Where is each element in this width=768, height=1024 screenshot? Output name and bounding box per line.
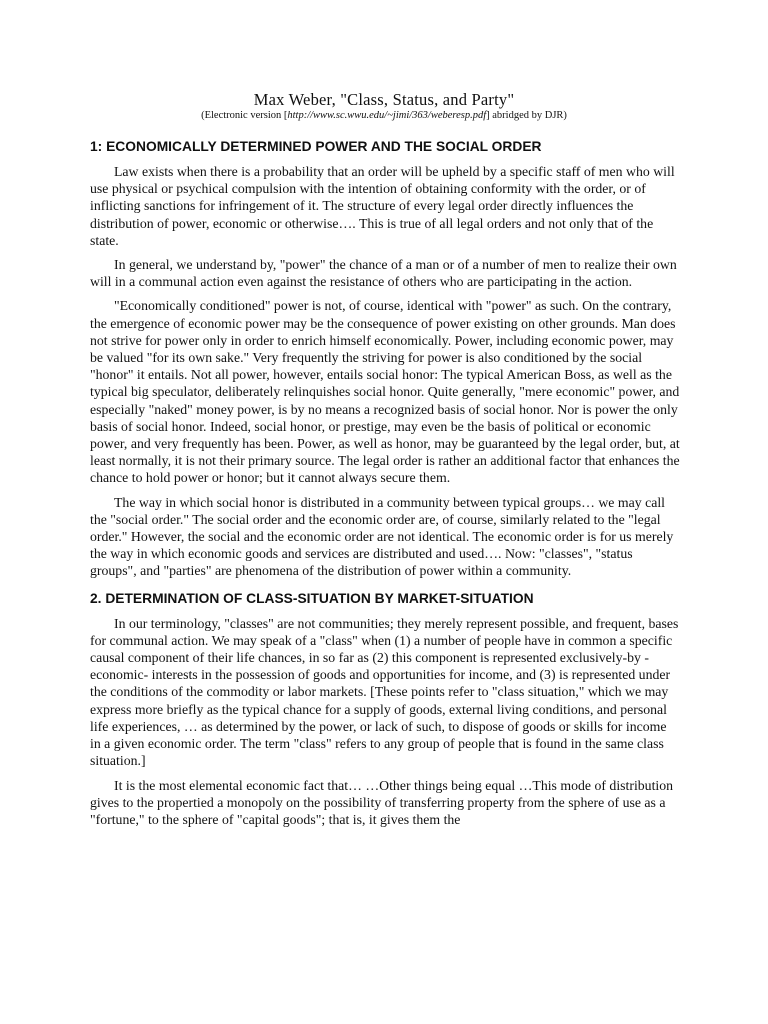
subtitle-suffix: ] abridged by DJR) — [486, 110, 567, 121]
subtitle-prefix: (Electronic version [ — [201, 110, 288, 121]
source-url-link[interactable]: http://www.sc.wwu.edu/~jimi/363/weberesp.pdf — [287, 110, 487, 121]
document-body — [90, 138, 680, 835]
document-subtitle — [0, 110, 768, 121]
document-title: Max Weber, "Class, Status, and Party" — [253, 90, 515, 109]
paragraph: In general, we understand by, "power" the chance of a man or of a number of men to realize their own will in a communal action even against the resistance of others who are participating in the action. — [90, 257, 677, 290]
section-class-situation — [90, 590, 680, 828]
paragraph: Law exists when there is a probability that an order will be upheld by a specific staff of men who will use physical or psychical compulsion with the intention of obtaining conformity with the order, or of inflicting sanctions for infringement of it. The structure of every legal order directly influences the distribution of power, economic or otherwise…. This is true of all legal orders and not only that of the state. — [90, 164, 675, 248]
paragraph: "Economically conditioned" power is not, of course, identical with "power" as such. On the contrary, the emergence of economic power may be the consequence of power existing on other grounds. Man does not strive for power only in order to enrich himself economically. Power, including economic power, may be valued "for its own sake." Very frequently the striving for power is also conditioned by the social "honor" it entails. Not all power, however, entails social honor: The typical American Boss, as well as the typical big speculator, deliberately relinquishes social honor. Quite generally, "mere economic" power, and especially "naked" money power, is by no means a recognized basis of social honor. Nor is power the only basis of social honor. Indeed, social honor, or prestige, may even be the basis of political or economic power, and very frequently has been. Power, as well as honor, may be guaranteed by the legal order, but, at least normally, it is not their primary source. The legal order is rather an additional factor that enhances the chance to hold power or honor; but it cannot always secure them. — [90, 298, 680, 486]
section-heading: 2. DETERMINATION OF CLASS-SITUATION BY MARKET-SITUATION — [90, 590, 534, 606]
section-heading: 1: ECONOMICALLY DETERMINED POWER AND THE SOCIAL ORDER — [90, 139, 542, 154]
paragraph: It is the most elemental economic fact that… …Other things being equal …This mode of distribution gives to the propertied a monopoly on the possibility of transferring property from the sphere of use as a "fortune," to the sphere of "capital goods"; that is, it gives them the — [90, 777, 674, 827]
section-economic-power — [90, 138, 680, 580]
paragraph: The way in which social honor is distributed in a community between typical groups… we may call the "social order." The social order and the economic order are, of course, similarly related to the "legal order." However, the social and the economic order are not identical. The economic order is for us merely the way in which economic goods and services are distributed and used…. Now: "classes", "status groups", and "parties" are phenomena of the distribution of power within a community. — [90, 494, 674, 579]
paragraph: In our terminology, "classes" are not communities; they merely represent possible, and frequent, bases for communal action. We may speak of a "class" when (1) a number of people have in common a specific causal component of their life chances, in so far as (2) this component is represented exclusively-by -economic- interests in the possession of goods and opportunities for income, and (3) is represented under the conditions of the commodity or labor markets. [These points refer to "class situation," which we may express more briefly as the typical chance for a supply of goods, external living conditions, and personal life experiences, … as determined by the power, or lack of such, to dispose of goods or skills for income in a given economic order. The term "class" refers to any group of people that is found in the same class situation.] — [90, 615, 679, 769]
